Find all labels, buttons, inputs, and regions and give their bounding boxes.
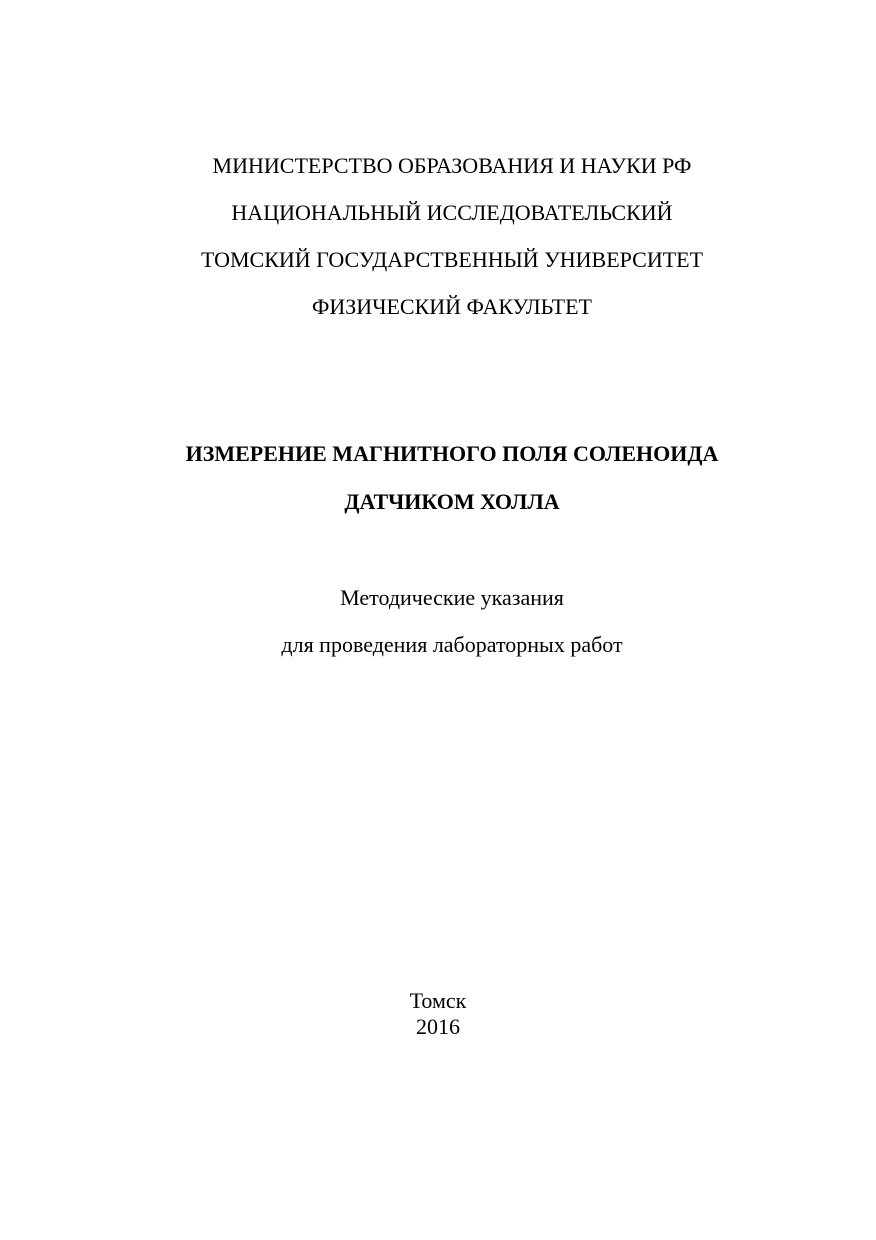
faculty-line: ФИЗИЧЕСКИЙ ФАКУЛЬТЕТ	[312, 294, 592, 319]
subtitle-line-1: Методические указания	[340, 585, 564, 610]
university-line-2: ТОМСКИЙ ГОСУДАРСТВЕННЫЙ УНИВЕРСИТЕТ	[200, 247, 704, 272]
ministry-line: МИНИСТЕРСТВО ОБРАЗОВАНИЯ И НАУКИ РФ	[212, 153, 692, 178]
university-line-1: НАЦИОНАЛЬНЫЙ ИССЛЕДОВАТЕЛЬСКИЙ	[231, 200, 673, 225]
document-title-line-2: ДАТЧИКОМ ХОЛЛА	[344, 489, 560, 514]
document-title-line-1: ИЗМЕРЕНИЕ МАГНИТНОГО ПОЛЯ СОЛЕНОИДА	[185, 441, 719, 466]
publication-city: Томск	[409, 988, 467, 1013]
publication-year: 2016	[416, 1014, 460, 1039]
subtitle-line-2: для проведения лабораторных работ	[281, 632, 623, 657]
